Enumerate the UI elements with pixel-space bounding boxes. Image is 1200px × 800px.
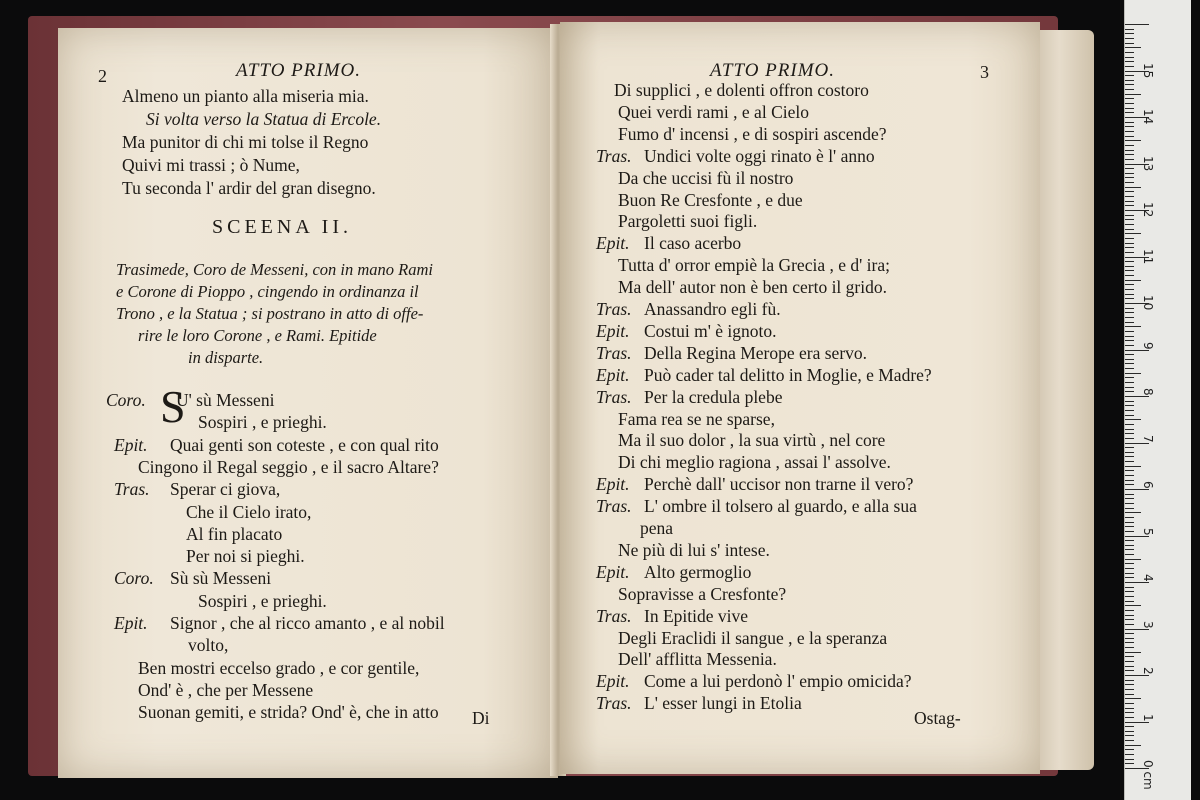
ruler-tick bbox=[1125, 391, 1134, 392]
dialogue-line: Degli Eraclidi il sangue , e la speranza bbox=[618, 627, 888, 648]
ruler-tick bbox=[1125, 247, 1134, 248]
ruler-tick bbox=[1125, 531, 1134, 532]
ruler-tick bbox=[1125, 456, 1134, 457]
speaker-label: Tras. bbox=[596, 342, 632, 363]
ruler-tick bbox=[1125, 712, 1134, 713]
dialogue-line: Al fin placato bbox=[186, 523, 283, 544]
ruler-tick bbox=[1125, 168, 1134, 169]
running-head: ATTO PRIMO. bbox=[236, 60, 361, 81]
scene-title: SCEENA II. bbox=[212, 216, 352, 238]
dialogue-line: Di supplici , e dolenti offron costoro bbox=[614, 80, 869, 100]
ruler-tick bbox=[1125, 373, 1141, 374]
ruler-tick bbox=[1125, 424, 1134, 425]
ruler-tick bbox=[1125, 252, 1134, 253]
ruler-tick bbox=[1125, 526, 1134, 527]
ruler-tick bbox=[1125, 150, 1134, 151]
speaker-label: Epit. bbox=[596, 364, 630, 385]
ruler-tick bbox=[1125, 289, 1134, 290]
ruler-tick bbox=[1125, 52, 1134, 53]
dialogue-line: Costui m' è ignoto. bbox=[644, 320, 777, 341]
ruler-tick bbox=[1125, 703, 1134, 704]
page-number: 3 bbox=[980, 62, 989, 82]
ruler-tick bbox=[1125, 615, 1134, 616]
ruler-tick bbox=[1125, 619, 1134, 620]
speaker-label: Epit. bbox=[114, 434, 148, 455]
ruler-tick bbox=[1125, 326, 1141, 327]
dialogue-line: Dell' afflitta Messenia. bbox=[618, 649, 777, 670]
ruler-tick bbox=[1125, 470, 1134, 471]
ruler-tick bbox=[1125, 749, 1134, 750]
speaker-label: Tras. bbox=[596, 386, 632, 407]
dialogue-line: Fumo d' incensi , e di sospiri ascende? bbox=[618, 123, 887, 144]
ruler-tick bbox=[1125, 354, 1134, 355]
ruler-tick bbox=[1125, 740, 1134, 741]
ruler-tick bbox=[1125, 461, 1134, 462]
ruler-tick bbox=[1125, 419, 1141, 420]
speaker-label: Tras. bbox=[596, 496, 632, 517]
dialogue-line: Undici volte oggi rinato è l' anno bbox=[644, 145, 875, 166]
ruler-tick bbox=[1125, 545, 1134, 546]
ruler-tick bbox=[1125, 154, 1134, 155]
ruler-tick bbox=[1125, 84, 1134, 85]
speaker-label: Tras. bbox=[114, 479, 150, 500]
ruler-tick bbox=[1125, 629, 1149, 630]
ruler-tick bbox=[1125, 633, 1134, 634]
measurement-ruler bbox=[1124, 0, 1191, 800]
ruler-tick bbox=[1125, 638, 1134, 639]
right-page bbox=[560, 22, 1040, 774]
ruler-tick bbox=[1125, 80, 1134, 81]
ruler-tick bbox=[1125, 443, 1149, 444]
dialogue-line: Sperar ci giova, bbox=[170, 479, 281, 500]
ruler-tick bbox=[1125, 266, 1134, 267]
text-line: Almeno un pianto alla miseria mia. bbox=[122, 86, 369, 106]
ruler-label: 12 bbox=[1141, 202, 1155, 218]
page-number: 2 bbox=[98, 66, 107, 86]
ruler-label: 14 bbox=[1141, 109, 1155, 125]
dialogue-line: Quei verdi rami , e al Cielo bbox=[618, 101, 809, 122]
ruler-tick bbox=[1125, 759, 1134, 760]
ruler-tick bbox=[1125, 47, 1141, 48]
ruler-tick bbox=[1125, 363, 1134, 364]
page-edges bbox=[1036, 30, 1094, 770]
ruler-tick bbox=[1125, 405, 1134, 406]
ruler-tick bbox=[1125, 694, 1134, 695]
dialogue-line: Che il Cielo irato, bbox=[186, 501, 312, 522]
dialogue-line: Fama rea se ne sparse, bbox=[618, 408, 775, 429]
ruler-tick bbox=[1125, 601, 1134, 602]
ruler-tick bbox=[1125, 433, 1134, 434]
ruler-tick bbox=[1125, 29, 1134, 30]
dialogue-line: L' ombre il tolsero al guardo, e alla sua bbox=[644, 496, 917, 517]
ruler-tick bbox=[1125, 387, 1134, 388]
ruler-tick bbox=[1125, 298, 1134, 299]
dialogue-line: pena bbox=[640, 518, 674, 538]
ruler-tick bbox=[1125, 549, 1134, 550]
dialogue-line: Può cader tal delitto in Moglie, e Madre? bbox=[644, 364, 932, 385]
ruler-tick bbox=[1125, 103, 1134, 104]
ruler-tick bbox=[1125, 261, 1134, 262]
stage-direction-line: Trono , e la Statua ; si postrano in atto di offe- bbox=[116, 304, 424, 323]
speaker-label: Tras. bbox=[596, 299, 632, 319]
catchword: Ostag- bbox=[914, 708, 961, 728]
ruler-tick bbox=[1125, 642, 1134, 643]
speaker-label: Tras. bbox=[596, 605, 632, 626]
ruler-tick bbox=[1125, 94, 1141, 95]
ruler-tick bbox=[1125, 122, 1134, 123]
ruler-tick bbox=[1125, 480, 1134, 481]
ruler-label: 7 bbox=[1141, 434, 1155, 443]
ruler-tick bbox=[1125, 201, 1134, 202]
ruler-label: 9 bbox=[1141, 341, 1155, 350]
ruler-label: 0 cm bbox=[1141, 760, 1155, 790]
ruler-tick bbox=[1125, 270, 1134, 271]
ruler-tick bbox=[1125, 401, 1134, 402]
ruler-tick bbox=[1125, 675, 1149, 676]
ruler-label: 13 bbox=[1141, 155, 1155, 171]
ruler-label: 8 bbox=[1141, 388, 1155, 396]
ruler-tick bbox=[1125, 57, 1134, 58]
ruler-tick bbox=[1125, 224, 1134, 225]
ruler-tick bbox=[1125, 205, 1134, 206]
speaker-label: Epit. bbox=[596, 233, 630, 254]
dialogue-line: Il caso acerbo bbox=[644, 233, 742, 254]
ruler-tick bbox=[1125, 489, 1149, 490]
dialogue-line: U' sù Messeni bbox=[176, 390, 275, 410]
ruler-tick bbox=[1125, 447, 1134, 448]
dialogue-line: Suonan gemiti, e strida? Ond' è, che in atto bbox=[138, 702, 439, 723]
speaker-label: Tras. bbox=[596, 693, 632, 714]
dialogue-line: Sospiri , e prieghi. bbox=[198, 590, 327, 611]
ruler-tick bbox=[1125, 656, 1134, 657]
ruler-tick bbox=[1125, 284, 1134, 285]
ruler-tick bbox=[1125, 652, 1141, 653]
ruler-tick bbox=[1125, 229, 1134, 230]
dialogue-line: Cingono il Regal seggio , e il sacro Altare? bbox=[138, 456, 439, 477]
ruler-tick bbox=[1125, 494, 1134, 495]
ruler-tick bbox=[1125, 243, 1134, 244]
ruler-tick bbox=[1125, 517, 1134, 518]
dialogue-line: Buon Re Cresfonte , e due bbox=[618, 189, 803, 210]
ruler-tick bbox=[1125, 317, 1134, 318]
dialogue-line: Alto germoglio bbox=[644, 561, 752, 582]
ruler-tick bbox=[1125, 484, 1134, 485]
ruler-tick bbox=[1125, 33, 1134, 34]
ruler-tick bbox=[1125, 508, 1134, 509]
ruler-tick bbox=[1125, 680, 1134, 681]
ruler-tick bbox=[1125, 196, 1134, 197]
ruler-tick bbox=[1125, 108, 1134, 109]
ruler-tick bbox=[1125, 438, 1134, 439]
ruler-tick bbox=[1125, 140, 1141, 141]
ruler-tick bbox=[1125, 377, 1134, 378]
ruler-tick bbox=[1125, 98, 1134, 99]
ruler-tick bbox=[1125, 577, 1134, 578]
ruler-tick bbox=[1125, 280, 1141, 281]
dialogue-line: Sospiri , e prieghi. bbox=[198, 412, 327, 433]
dialogue-line: Ma il suo dolor , la sua virtù , nel core bbox=[618, 430, 886, 451]
ruler-tick bbox=[1125, 661, 1134, 662]
ruler-tick bbox=[1125, 698, 1141, 699]
ruler-tick bbox=[1125, 568, 1134, 569]
ruler-tick bbox=[1125, 182, 1134, 183]
ruler-tick bbox=[1125, 670, 1134, 671]
ruler-label: 4 bbox=[1141, 574, 1155, 582]
dialogue-line: Ond' è , che per Messene bbox=[138, 679, 314, 700]
text-line: Tu seconda l' ardir del gran disegno. bbox=[122, 178, 376, 198]
dialogue-line: Della Regina Merope era servo. bbox=[644, 342, 868, 363]
ruler-tick bbox=[1125, 336, 1134, 337]
ruler-tick bbox=[1125, 215, 1134, 216]
ruler-tick bbox=[1125, 359, 1134, 360]
dialogue-line: Come a lui perdonò l' empio omicida? bbox=[644, 671, 912, 692]
ruler-tick bbox=[1125, 587, 1134, 588]
text-line: Quivi mi trassi ; ò Nume, bbox=[122, 155, 300, 175]
ruler-tick bbox=[1125, 466, 1141, 467]
dialogue-line: Ne più di lui s' intese. bbox=[618, 539, 770, 560]
dialogue-line: Da che uccisi fù il nostro bbox=[618, 167, 794, 188]
ruler-tick bbox=[1125, 368, 1134, 369]
ruler-label: 1 bbox=[1141, 713, 1155, 722]
ruler-tick bbox=[1125, 350, 1149, 351]
dialogue-line: Di chi meglio ragiona , assai l' assolve. bbox=[618, 452, 891, 473]
dialogue-line: Per noi si pieghi. bbox=[186, 546, 305, 567]
ruler-label: 3 bbox=[1141, 620, 1155, 629]
ruler-tick bbox=[1125, 322, 1134, 323]
ruler-tick bbox=[1125, 763, 1134, 764]
ruler-tick bbox=[1125, 666, 1134, 667]
ruler-tick bbox=[1125, 512, 1141, 513]
stage-direction-line: Trasimede, Coro de Messeni, con in mano Rami bbox=[116, 260, 433, 279]
stage-direction-line: e Corone di Pioppo , cingendo in ordinanza il bbox=[116, 282, 419, 301]
ruler-tick bbox=[1125, 75, 1134, 76]
text-line: Ma punitor di chi mi tolse il Regno bbox=[122, 132, 369, 152]
stage-direction-line: rire le loro Corone , e Rami. Epitide bbox=[138, 326, 377, 345]
speaker-label: Tras. bbox=[596, 145, 632, 166]
left-page bbox=[58, 28, 558, 778]
ruler-tick bbox=[1125, 708, 1134, 709]
ruler-tick bbox=[1125, 43, 1134, 44]
ruler-tick bbox=[1125, 596, 1134, 597]
ruler-tick bbox=[1125, 396, 1149, 397]
ruler-tick bbox=[1125, 498, 1134, 499]
ruler-tick bbox=[1125, 191, 1134, 192]
ruler-tick bbox=[1125, 754, 1134, 755]
ruler-tick bbox=[1125, 735, 1134, 736]
ruler-tick bbox=[1125, 238, 1134, 239]
ruler-tick bbox=[1125, 219, 1134, 220]
ruler-tick bbox=[1125, 126, 1134, 127]
ruler-tick bbox=[1125, 173, 1134, 174]
dialogue-line: Sù sù Messeni bbox=[170, 568, 272, 589]
ruler-tick bbox=[1125, 573, 1134, 574]
ruler-tick bbox=[1125, 717, 1134, 718]
ruler-tick bbox=[1125, 145, 1134, 146]
ruler-tick bbox=[1125, 475, 1134, 476]
ruler-tick bbox=[1125, 275, 1134, 276]
speaker-label: Epit. bbox=[596, 671, 630, 692]
dialogue-line: Anassandro egli fù. bbox=[644, 299, 781, 319]
ruler-tick bbox=[1125, 177, 1134, 178]
dialogue-line: L' esser lungi in Etolia bbox=[644, 693, 802, 714]
ruler-tick bbox=[1125, 308, 1134, 309]
ruler-tick bbox=[1125, 89, 1134, 90]
ruler-tick bbox=[1125, 429, 1134, 430]
ruler-tick bbox=[1125, 563, 1134, 564]
ruler-tick bbox=[1125, 540, 1134, 541]
ruler-tick bbox=[1125, 605, 1141, 606]
ruler-tick bbox=[1125, 745, 1141, 746]
ruler-label: 15 bbox=[1141, 62, 1155, 78]
dialogue-line: In Epitide vive bbox=[644, 605, 749, 626]
running-head: ATTO PRIMO. bbox=[710, 60, 835, 81]
ruler-tick bbox=[1125, 647, 1134, 648]
ruler-tick bbox=[1125, 345, 1134, 346]
ruler-tick bbox=[1125, 382, 1134, 383]
dialogue-line: volto, bbox=[188, 635, 229, 656]
dialogue-line: Ben mostri eccelso grado , e cor gentile, bbox=[138, 657, 420, 678]
ruler-tick bbox=[1125, 591, 1134, 592]
ruler-tick bbox=[1125, 159, 1134, 160]
speaker-label: Epit. bbox=[114, 613, 148, 633]
dialogue-line: Quai genti son coteste , e con qual rito bbox=[170, 434, 439, 455]
ruler-tick bbox=[1125, 187, 1141, 188]
drop-cap: S bbox=[160, 381, 186, 432]
ruler-tick bbox=[1125, 24, 1149, 25]
dialogue-line: Tutta d' orror empiè la Grecia , e d' ira; bbox=[618, 255, 890, 276]
ruler-tick bbox=[1125, 294, 1134, 295]
ruler-tick bbox=[1125, 624, 1134, 625]
ruler-tick bbox=[1125, 722, 1149, 723]
ruler-tick bbox=[1125, 536, 1149, 537]
ruler-tick bbox=[1125, 340, 1134, 341]
ruler-tick bbox=[1125, 452, 1134, 453]
ruler-tick bbox=[1125, 582, 1149, 583]
ruler-tick bbox=[1125, 503, 1134, 504]
ruler-tick bbox=[1125, 726, 1134, 727]
ruler-label: 2 bbox=[1141, 667, 1155, 675]
ruler-tick bbox=[1125, 684, 1134, 685]
ruler-label: 6 bbox=[1141, 481, 1155, 489]
ruler-tick bbox=[1125, 610, 1134, 611]
ruler-label: 5 bbox=[1141, 527, 1155, 536]
ruler-tick bbox=[1125, 415, 1134, 416]
dialogue-line: Per la credula plebe bbox=[644, 386, 783, 407]
stage-direction-line: in disparte. bbox=[188, 348, 264, 367]
ruler-tick bbox=[1125, 38, 1134, 39]
speaker-label: Epit. bbox=[596, 561, 630, 582]
ruler-tick bbox=[1125, 112, 1134, 113]
ruler-tick bbox=[1125, 233, 1141, 234]
dialogue-line: Pargoletti suoi figli. bbox=[618, 211, 758, 232]
speaker-label: Coro. bbox=[114, 568, 154, 589]
ruler-tick bbox=[1125, 554, 1134, 555]
ruler-tick bbox=[1125, 689, 1134, 690]
speaker-label: Coro. bbox=[106, 390, 146, 410]
ruler-tick bbox=[1125, 312, 1134, 313]
ruler-tick bbox=[1125, 136, 1134, 137]
ruler-tick bbox=[1125, 66, 1134, 67]
dialogue-line: Perchè dall' uccisor non trarne il vero? bbox=[644, 474, 914, 495]
ruler-tick bbox=[1125, 131, 1134, 132]
ruler-tick bbox=[1125, 522, 1134, 523]
ruler-tick bbox=[1125, 61, 1134, 62]
dialogue-line: Signor , che al ricco amanto , e al nobil bbox=[170, 613, 445, 633]
text-line: Si volta verso la Statua di Ercole. bbox=[146, 109, 382, 129]
ruler-tick bbox=[1125, 331, 1134, 332]
speaker-label: Epit. bbox=[596, 320, 630, 341]
ruler-tick bbox=[1125, 559, 1141, 560]
catchword: Di bbox=[472, 708, 490, 728]
ruler-tick bbox=[1125, 410, 1134, 411]
dialogue-line: Ma dell' autor non è ben certo il grido. bbox=[618, 277, 887, 298]
speaker-label: Epit. bbox=[596, 474, 630, 495]
dialogue-line: Sopravisse a Cresfonte? bbox=[618, 583, 787, 604]
ruler-label: 11 bbox=[1141, 248, 1155, 264]
ruler-tick bbox=[1125, 731, 1134, 732]
ruler-label: 10 bbox=[1141, 295, 1155, 311]
